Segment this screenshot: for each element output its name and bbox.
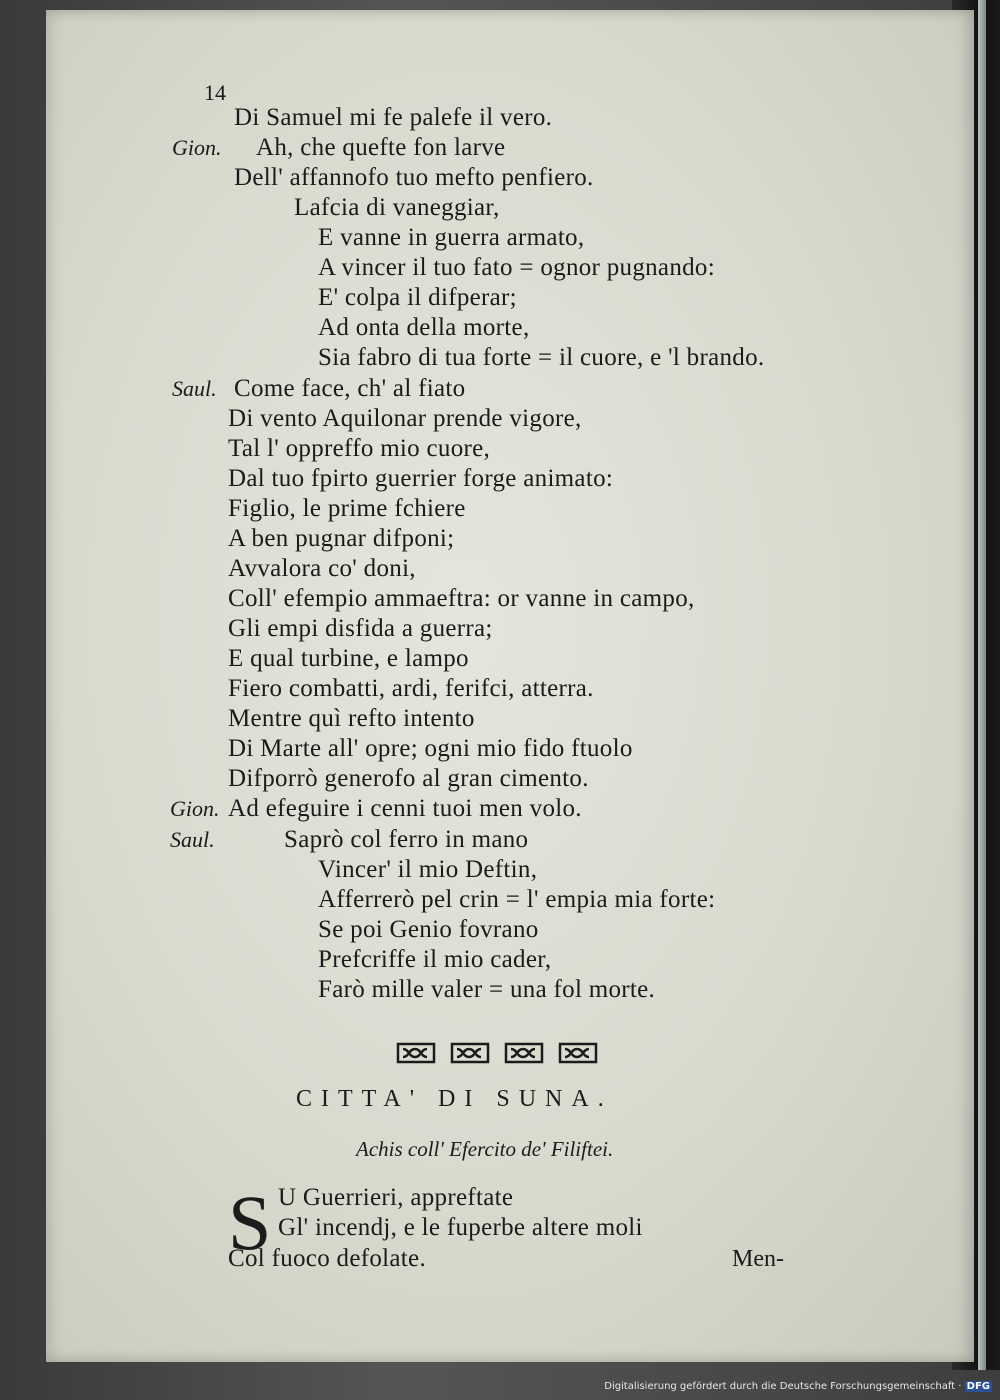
footer-text: Digitalisierung gefördert durch die Deutsche Forschungsgemeinschaft	[604, 1381, 956, 1392]
verse-line: Di Marte all' opre; ogni mio fido ftuolo	[228, 735, 633, 762]
verse-line: Dell' affannofo tuo mefto penfiero.	[234, 164, 594, 191]
verse-line: Dal tuo fpirto guerrier forge animato:	[228, 465, 614, 492]
stage-direction: Achis coll' Efercito de' Filiftei.	[356, 1137, 614, 1161]
page-number: 14	[204, 80, 226, 105]
verse-line: Prefcriffe il mio cader,	[318, 946, 552, 973]
verse-line: A vincer il tuo fato = ognor pugnando:	[318, 254, 715, 281]
verse-line: Gl' incendj, e le fuperbe altere moli	[278, 1214, 643, 1241]
ornament-knot-icon	[395, 1040, 437, 1066]
dfg-logo: DFG	[966, 1381, 990, 1392]
binding-edge	[978, 0, 986, 1370]
speaker-label: Saul.	[172, 376, 217, 401]
verse-line: Gli empi disfida a guerra;	[228, 615, 493, 642]
drop-cap: S	[228, 1179, 272, 1266]
ornament-divider	[395, 1038, 605, 1068]
verse-line: Mentre quì refto intento	[228, 705, 475, 732]
verse-line: Saprò col ferro in mano	[284, 826, 529, 853]
verse-line: Ad onta della morte,	[318, 314, 530, 341]
verse-line: Di Samuel mi fe palefe il vero.	[234, 104, 553, 131]
catchword: Men-	[732, 1246, 784, 1272]
verse-line: U Guerrieri, appreftate	[278, 1184, 514, 1211]
verse-line: Ah, che quefte fon larve	[256, 134, 506, 161]
scene-heading: CITTA' DI SUNA.	[296, 1086, 613, 1112]
speaker-label: Saul.	[170, 827, 215, 852]
verse-line: Col fuoco defolate.	[228, 1245, 426, 1272]
verse-line: A ben pugnar difponi;	[228, 525, 455, 552]
verse-line: Afferrerò pel crin = l' empia mia forte:	[318, 886, 716, 913]
verse-line: Farò mille valer = una fol morte.	[318, 976, 656, 1003]
speaker-label: Gion.	[172, 135, 222, 160]
ornament-knot-icon	[449, 1040, 491, 1066]
verse-line: Di vento Aquilonar prende vigore,	[228, 405, 582, 432]
verse-line: Figlio, le prime fchiere	[228, 495, 466, 522]
digitization-footer: Digitalisierung gefördert durch die Deutsche Forschungsgemeinschaft · DFG	[604, 1381, 990, 1392]
verse-line: Avvalora co' doni,	[228, 555, 416, 582]
speaker-label: Gion.	[170, 796, 220, 821]
ornament-knot-icon	[503, 1040, 545, 1066]
verse-line: Tal l' oppreffo mio cuore,	[228, 435, 491, 462]
ornament-knot-icon	[557, 1040, 599, 1066]
verse-line: Difporrò generofo al gran cimento.	[228, 765, 589, 792]
verse-line: Come face, ch' al fiato	[234, 375, 466, 402]
verse-line: Vincer' il mio Deftin,	[318, 856, 538, 883]
book-page	[46, 10, 974, 1362]
verse-line: Lafcia di vaneggiar,	[294, 194, 500, 221]
verse-line: Ad efeguire i cenni tuoi men volo.	[228, 795, 582, 822]
verse-line: Coll' efempio ammaeftra: or vanne in campo,	[228, 585, 695, 612]
verse-line: Se poi Genio fovrano	[318, 916, 539, 943]
verse-line: E qual turbine, e lampo	[228, 645, 469, 672]
verse-line: Sia fabro di tua forte = il cuore, e 'l brando.	[318, 344, 765, 371]
verse-line: Fiero combatti, ardi, ferifci, atterra.	[228, 675, 594, 702]
verse-line: E' colpa il difperar;	[318, 284, 517, 311]
verse-line: E vanne in guerra armato,	[318, 224, 585, 251]
